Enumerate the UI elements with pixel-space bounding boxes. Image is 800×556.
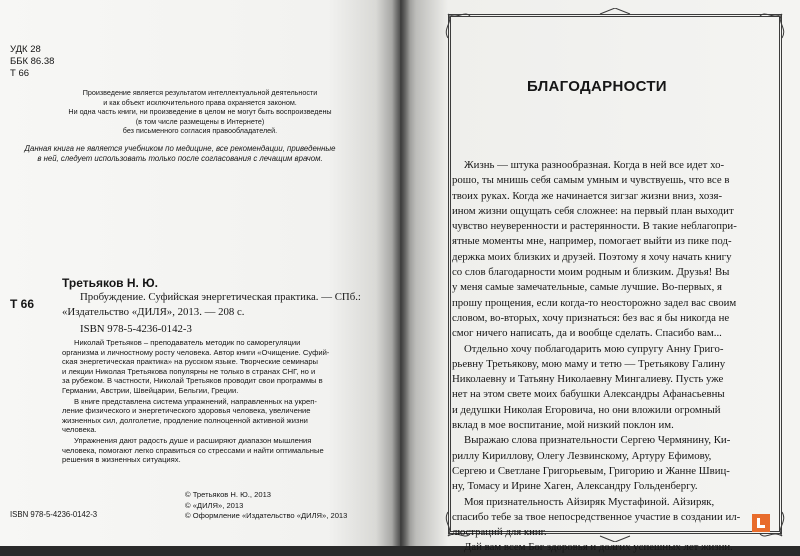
acknowledgements-text xyxy=(452,158,770,556)
text-paragraph: Моя признательность Айзиряк Мустафиной. Айзиряк, спасибо тебе за твое непосредственное участие в создании ил- люстраций для книг. xyxy=(452,495,741,539)
author-name: Третьяков Н. Ю. xyxy=(62,276,158,290)
page-heading: БЛАГОДАРНОСТИ xyxy=(527,78,667,95)
udk-block xyxy=(10,44,54,80)
isbn-bottom: ISBN 978-5-4236-0142-3 xyxy=(10,510,98,519)
annotation-paragraph: В книге представлена система упражнений, направленных на укреп- ление физического и энергетического здоровья человека, увеличение жизненных сил, долголетие, продление полноценной активной жизни человека. xyxy=(62,396,317,435)
biblio-description: Пробуждение. Суфийская энергетическая практика. — СПб.: «Издательство «ДИЛЯ», 2013. — 208 с. xyxy=(62,291,361,318)
text-paragraph: Отдельно хочу поблагодарить мою супругу Анну Григо- рьевну Третьякову, мою маму и тетю — Третьякову Галину Николаевну и Татьяну Николаевну Мингалиеву. Пусть уже нет на этом свете моих бабушки Александры Афанасьевны и дедушки Николая Егоровича, но они вложили огромный вклад в мое воспитание, мой низкий поклон им. xyxy=(452,342,726,432)
copyright-lines xyxy=(185,490,347,522)
text-paragraph: Выражаю слова признательности Сергею Чермянину, Ки- риллу Кириллову, Олегу Лезвинскому, Артуру Ефимову, Сергею и Светлане Григорьевым, Григорию и Жанне Швиц- ну, Томасу и Ирине Хаген, Александру Гольденбергу. xyxy=(452,434,731,493)
annotation-paragraph: Николай Третьяков – преподаватель методик по саморегуляции организма и личностному росту человека. Автор книги «Очищение. Суфий- ская энергетическая практика» на русском языке. Творческие семинары и лекции Николая Третьякова популярны не только в странах СНГ, но и за рубежом. В частности, Николай Третьяков проводит свои программы в Германии, Австрии, Швейцарии, Бельгии, Греции. xyxy=(62,338,330,395)
disclaimer-line: Данная книга не является учебником по медицине, все рекомендации, приведенные xyxy=(24,144,336,153)
notice-line: и как объект исключительного права охраняется законом. xyxy=(103,97,297,107)
medical-disclaimer xyxy=(20,144,340,165)
annotation xyxy=(62,338,332,466)
notice-line: без письменного согласия правообладателей. xyxy=(122,126,278,136)
isbn-number: ISBN 978-5-4236-0142-3 xyxy=(80,323,192,335)
copyright-notice xyxy=(60,88,340,136)
copyright-line: © «ДИЛЯ», 2013 xyxy=(185,500,244,510)
left-page xyxy=(0,0,400,546)
litres-logo-icon xyxy=(752,514,770,532)
bbk-line: ББК 86.38 xyxy=(10,56,55,67)
copyright-line: © Оформление «Издательство «ДИЛЯ», 2013 xyxy=(185,511,348,520)
disclaimer-line: в ней, следует использовать только после согласования с лечащим врачом. xyxy=(37,154,323,164)
notice-line: Ни одна часть книги, ни произведение в целом не могут быть воспроизведены xyxy=(68,107,332,117)
notice-line: (в том числе размещены в Интернете) xyxy=(135,116,265,126)
text-paragraph: Дай вам всем Бог здоровья и долгих успешных лет жизни. xyxy=(464,541,733,554)
notice-line: Произведение является результатом интеллектуальной деятельности xyxy=(82,88,318,97)
udk-line: УДК 28 xyxy=(10,44,41,55)
copyright-line: © Третьяков Н. Ю., 2013 xyxy=(185,490,272,499)
author-code-line: Т 66 xyxy=(10,68,30,79)
catalog-code: Т 66 xyxy=(10,297,35,311)
text-paragraph: Жизнь — штука разнообразная. Когда в ней все идет хо- рошо, ты мнишь себя самым умным и чувствуешь, что все в твоих руках. Когда же начинается зигзаг жизни вниз, хозя- ином жизни ощущать себя сложнее: на первый план выходит чувство неуверенности и растерянности. В такие неблагопри- ятные моменты мне, например, помогает выйти из пике под- держка моих близких и друзей. Поэтому я хочу начать книгу со слов благодарности моим родным и близким. Друзья! Вы у меня самые замечательные, самые лучшие. Во-первых, я прошу прощения, если когда-то неосторожно задел вас своим словом, во-вторых, хочу признаться: без вас я бы никогда не смог ничего написать, да и вообще сделать. Спасибо вам... xyxy=(452,159,737,340)
annotation-paragraph: Упражнения дают радость душе и расширяют диапазон мышления человека, помогают легко справиться со стрессами и найти оптимальные решения в жизненных ситуациях. xyxy=(62,435,324,465)
book-gutter xyxy=(392,0,410,546)
